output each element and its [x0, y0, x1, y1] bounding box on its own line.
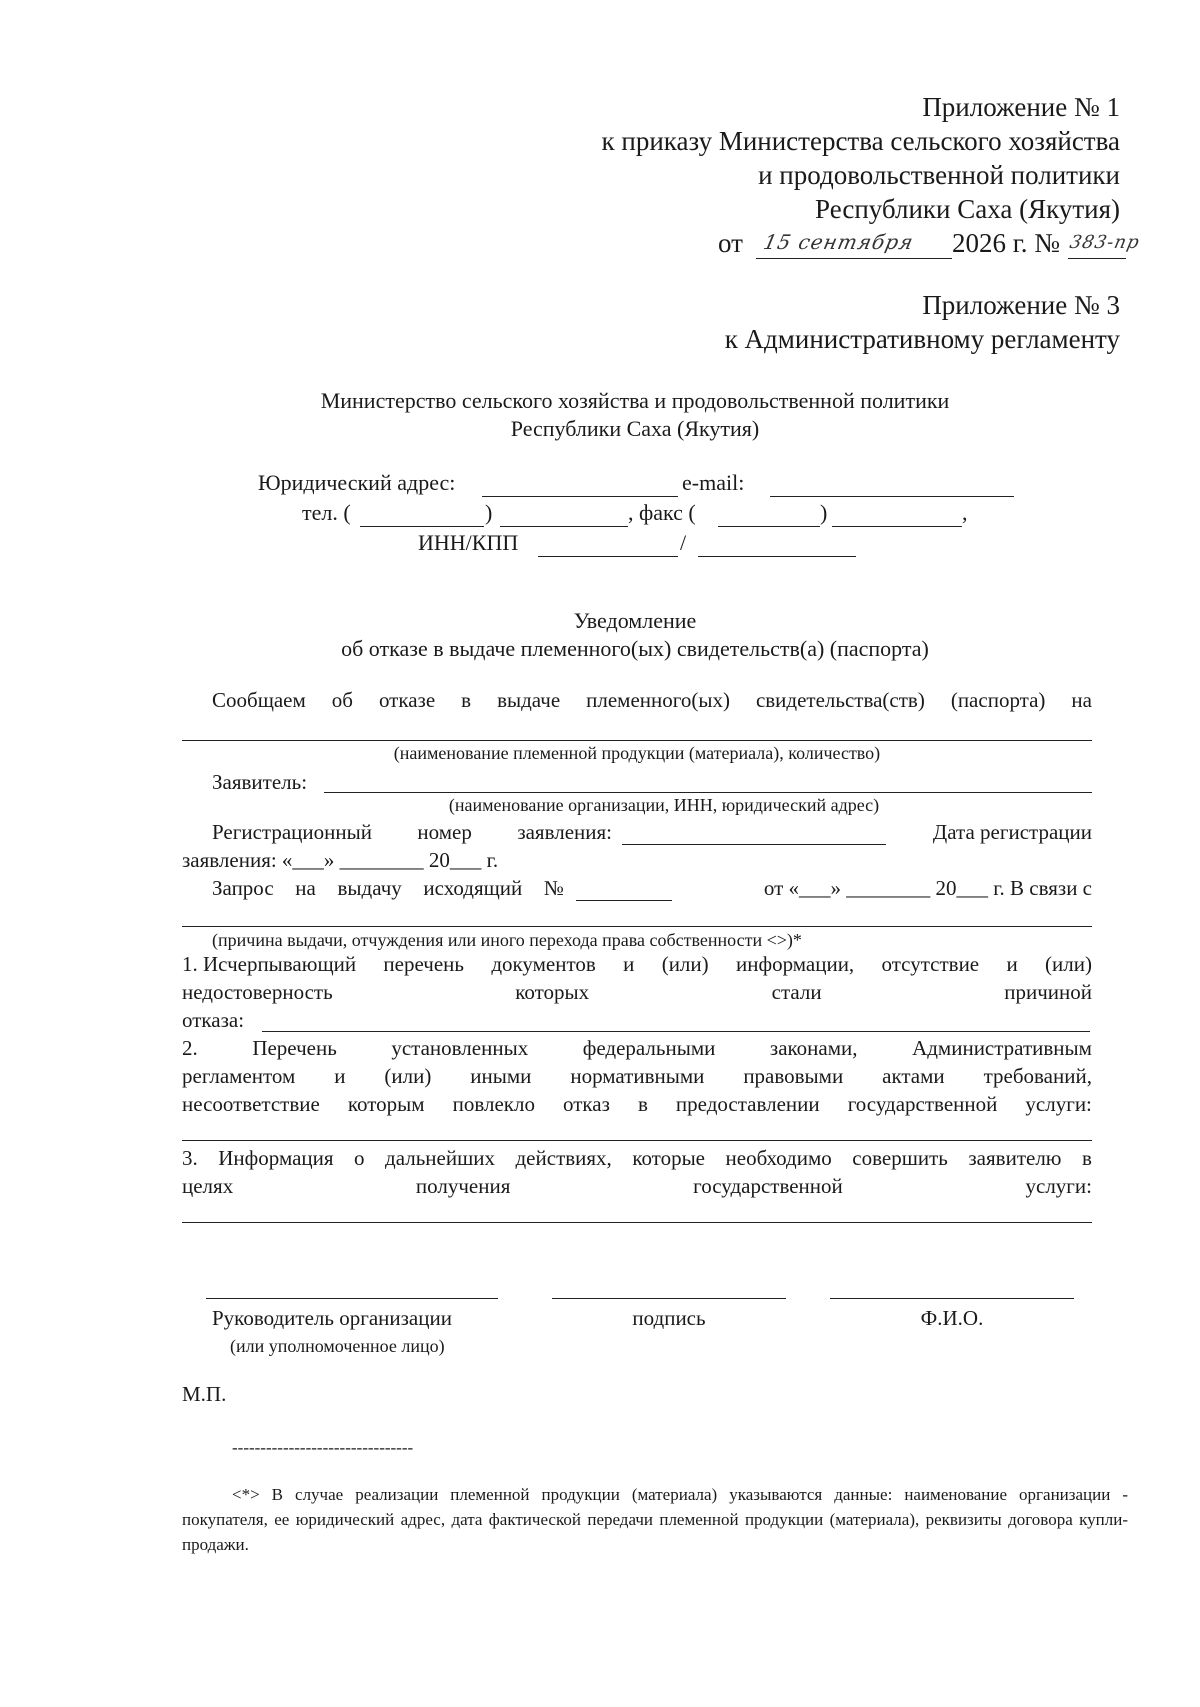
sign-signature-line — [552, 1298, 786, 1299]
applicant-field-line — [324, 792, 1092, 793]
appendix-line-1: Приложение № 3 — [922, 290, 1120, 320]
request-from: от «___» ________ 20___ г. В связи с — [763, 876, 1092, 900]
applicant-label: Заявитель: — [212, 770, 308, 794]
header-line-1: Приложение № 1 — [922, 92, 1120, 122]
name-signature-line — [830, 1298, 1074, 1299]
item1-line-1: 1. Исчерпывающий перечень документов и (или) информации, отсутствие и (или) — [182, 952, 1092, 976]
reg-number-field-line — [622, 844, 886, 845]
header-line-4: Республики Саха (Якутия) — [815, 194, 1120, 224]
appendix-line-2: к Административному регламенту — [724, 324, 1120, 354]
date-blank-line — [756, 258, 952, 259]
fax-label: , факс ( — [628, 500, 696, 525]
address-label: Юридический адрес: — [258, 470, 456, 495]
ministry-line-2: Республики Саха (Якутия) — [510, 416, 760, 441]
number-blank-line — [1068, 258, 1126, 259]
inn-slash: / — [680, 530, 687, 555]
kpp-field-line — [698, 556, 856, 557]
reg-number-label: Регистрационный номер заявления: — [212, 820, 612, 844]
applicant-caption: (наименование организации, ИНН, юридический адрес) — [448, 795, 880, 815]
header-line-2: к приказу Министерства сельского хозяйства — [601, 126, 1120, 156]
footnote-text: <*> В случае реализации племенной продукции (материала) указываются данные: наименование организации - покупателя, ее юридический адрес, дата фактической передачи племенной продукции (материала), реквизиты договора купли-продажи. — [182, 1485, 1128, 1554]
inn-field-line — [538, 556, 678, 557]
head-label: Руководитель организации — [212, 1306, 452, 1330]
ministry-line-1: Министерство сельского хозяйства и продовольственной политики — [320, 388, 950, 413]
notice-subtitle: об отказе в выдаче племенного(ых) свидетельств(а) (паспорта) — [341, 636, 929, 661]
notice-title: Уведомление — [573, 608, 697, 633]
head-signature-line — [206, 1298, 498, 1299]
header-date-year: 2026 г. № — [952, 228, 1061, 258]
fax-code-line — [718, 526, 820, 527]
item1-field-line — [262, 1031, 1090, 1032]
reg-date-label: Дата регистрации — [932, 820, 1092, 844]
application-date: заявления: «___» ________ 20___ г. — [182, 848, 499, 872]
email-label: e-mail: — [682, 470, 745, 495]
item2-field-line — [182, 1140, 1092, 1141]
item3-field-line — [182, 1222, 1092, 1223]
inn-label: ИНН/КПП — [418, 530, 519, 555]
reason-caption: (причина выдачи, отчуждения или иного перехода права собственности <>)* — [212, 930, 802, 950]
phone-close: ) — [485, 500, 493, 525]
item2-line-2: регламентом и (или) иными нормативными правовыми актами требований, — [182, 1064, 1092, 1088]
phone-number-line — [500, 526, 628, 527]
contacts-comma: , — [962, 500, 968, 525]
footnote-separator: -------------------------------- — [232, 1438, 414, 1457]
item2-line-3: несоответствие которым повлекло отказ в предоставлении государственной услуги: — [182, 1092, 1092, 1116]
product-caption: (наименование племенной продукции (материала), количество) — [393, 743, 881, 763]
item2-line-1: 2. Перечень установленных федеральными законами, Административным — [182, 1036, 1092, 1060]
request-number-line — [576, 900, 672, 901]
request-label: Запрос на выдачу исходящий № — [212, 876, 564, 900]
stamp-label: М.П. — [182, 1382, 227, 1406]
fax-close: ) — [820, 500, 828, 525]
sign-label: подпись — [632, 1306, 706, 1330]
handwritten-date: 15 сентября — [761, 230, 917, 254]
product-field-line — [182, 740, 1092, 741]
header-line-3: и продовольственной политики — [758, 160, 1120, 190]
email-field-line — [770, 496, 1014, 497]
handwritten-number: 383-пр — [1067, 232, 1142, 253]
intro-line: Сообщаем об отказе в выдаче племенного(ых) свидетельства(ств) (паспорта) на — [212, 688, 1092, 712]
item1-line-3: отказа: — [182, 1008, 245, 1032]
item3-line-1: 3. Информация о дальнейших действиях, которые необходимо совершить заявителю в — [182, 1146, 1092, 1170]
header-date-prefix: от — [718, 228, 743, 258]
item3-line-2: целях получения государственной услуги: — [182, 1174, 1092, 1198]
head-sublabel: (или уполномоченное лицо) — [230, 1336, 445, 1356]
item1-line-2: недостоверность которых стали причиной — [182, 980, 1092, 1004]
phone-code-line — [360, 526, 484, 527]
name-label: Ф.И.О. — [920, 1306, 984, 1330]
reason-field-line — [182, 926, 1092, 927]
fax-number-line — [832, 526, 962, 527]
address-field-line — [482, 496, 678, 497]
phone-label: тел. ( — [302, 500, 351, 525]
